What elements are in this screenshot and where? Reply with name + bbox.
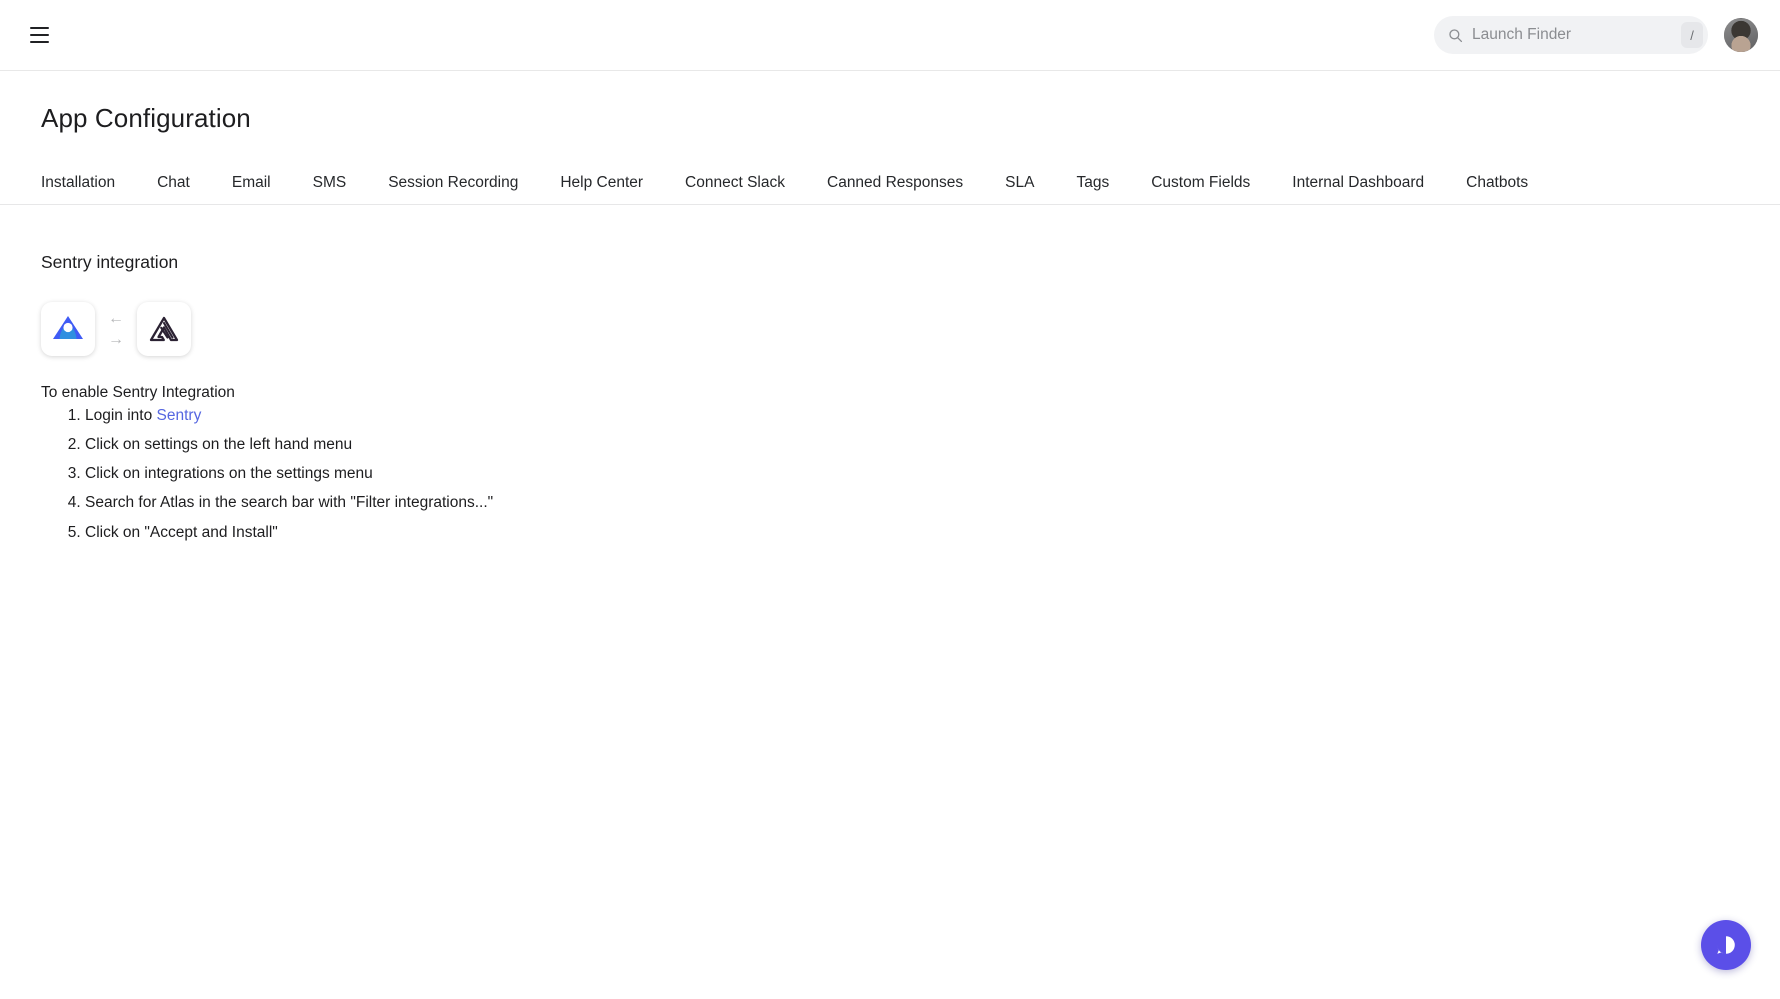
tab-session-recording[interactable]: Session Recording (367, 175, 539, 205)
avatar-image (1724, 19, 1758, 52)
list-item (85, 406, 1780, 426)
main-content (0, 205, 1780, 543)
step-link[interactable]: Sentry (156, 407, 202, 424)
step-text: Login into (85, 407, 157, 424)
step-text: Click on integrations on the settings menu (85, 465, 373, 483)
tab-chatbots[interactable]: Chatbots (1445, 175, 1549, 205)
arrow-right-icon: → (108, 330, 124, 348)
hamburger-menu-icon[interactable] (24, 20, 54, 50)
tab-chat[interactable]: Chat (136, 175, 211, 205)
avatar[interactable] (1724, 18, 1758, 52)
chat-bubble-button[interactable] (1701, 920, 1751, 970)
integration-logos (41, 302, 1780, 356)
tab-sms[interactable]: SMS (292, 175, 368, 205)
list-item (85, 523, 1780, 543)
settings-tabs (0, 161, 1780, 205)
search-icon (1448, 28, 1463, 43)
tab-tags[interactable]: Tags (1055, 175, 1130, 205)
arrow-left-icon: ← (108, 309, 124, 327)
tab-connect-slack[interactable]: Connect Slack (664, 175, 806, 205)
tab-custom-fields[interactable]: Custom Fields (1130, 175, 1271, 205)
list-item (85, 435, 1780, 455)
search-box[interactable] (1434, 16, 1708, 54)
list-item (85, 493, 1780, 513)
search-shortcut-key: / (1681, 22, 1703, 48)
tab-sla[interactable]: SLA (984, 175, 1055, 205)
topbar-right-group (1434, 16, 1758, 54)
tab-installation[interactable]: Installation (41, 175, 136, 205)
list-item (85, 464, 1780, 484)
instructions-intro: To enable Sentry Integration (41, 384, 235, 401)
atlas-logo-card (41, 302, 95, 356)
tab-canned-responses[interactable]: Canned Responses (806, 175, 984, 205)
step-text: Click on settings on the left hand menu (85, 436, 353, 454)
tab-help-center[interactable]: Help Center (539, 175, 664, 205)
search-input[interactable] (1472, 26, 1672, 44)
step-text: Click on "Accept and Install" (85, 523, 278, 541)
section-title: Sentry integration (41, 252, 179, 272)
page-header (0, 71, 1780, 134)
instructions-list (41, 406, 1780, 543)
tab-email[interactable]: Email (211, 175, 292, 205)
atlas-logo-icon (51, 314, 85, 344)
page-title: App Configuration (41, 103, 251, 133)
step-text: Search for Atlas in the search bar with "Filter integrations..." (85, 494, 494, 512)
tab-internal-dashboard[interactable]: Internal Dashboard (1271, 175, 1445, 205)
sentry-logo-icon (148, 315, 180, 343)
chat-bubble-icon (1715, 934, 1737, 956)
sentry-logo-card (137, 302, 191, 356)
top-bar (0, 0, 1780, 71)
sync-arrows (95, 311, 137, 348)
